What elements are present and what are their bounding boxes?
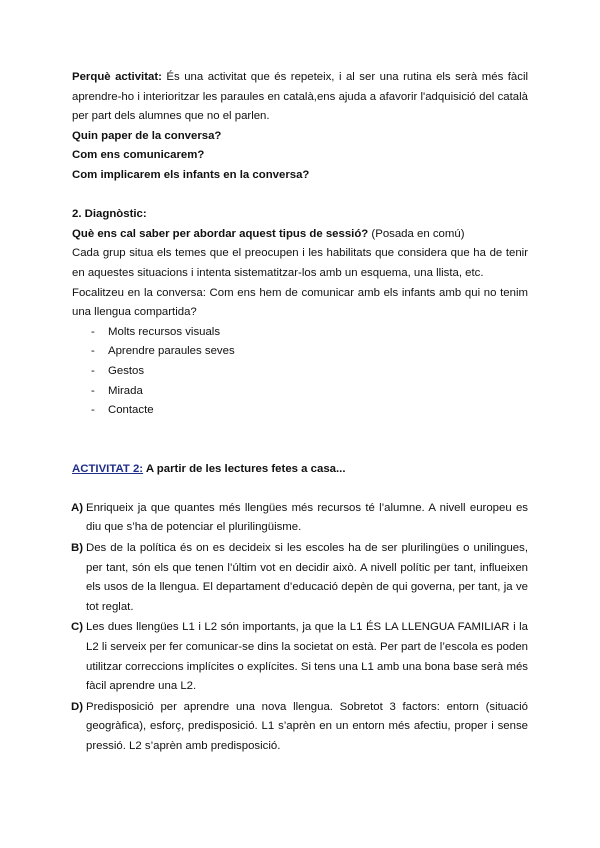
list-item-text: Gestos: [108, 364, 145, 377]
list-item: [72, 323, 528, 343]
answer-text: Les dues llengües L1 i L2 són importants, ja que la L1 ÉS LA LLENGUA FAMILIAR i la L2 li serveix per fer comunicar-se dins la societat on està. Per part de l’escola es poden utilitzar correccions implícites o explícites. Si tens una L1 amb una bona base serà més fàcil aprendre una L2.: [86, 621, 528, 693]
dash-marker: -: [91, 404, 95, 417]
list-item-text: Molts recursos visuals: [108, 325, 221, 338]
question-3: Com implicarem els infants en la conversa?: [72, 168, 310, 181]
list-item-text: Contacte: [108, 404, 154, 417]
answer-label: D): [71, 700, 84, 713]
activity-title: A partir de les lectures fetes a casa...: [143, 462, 346, 475]
activity-label: ACTIVITAT 2:: [72, 462, 144, 475]
list-item-text: Mirada: [108, 384, 143, 397]
answer-c: [72, 618, 528, 696]
list-item: [72, 401, 528, 421]
answer-b: [72, 539, 528, 617]
list-item: [72, 382, 528, 402]
answer-text: Enriqueix ja que quantes més llengües més recursos té l’alumne. A nivell europeu es diu que s’ha de potenciar el plurilingüisme.: [86, 501, 528, 534]
list-item-text: Aprendre paraules seves: [108, 345, 235, 358]
activity-heading: [72, 460, 528, 480]
answer-a: [72, 499, 528, 538]
intro-lead: Perquè activitat:: [72, 71, 162, 83]
resources-list: [72, 323, 528, 421]
question-1: Quin paper de la conversa?: [72, 129, 222, 142]
dash-marker: -: [91, 345, 95, 358]
answer-label: A): [71, 501, 84, 514]
answer-text: Predisposició per aprendre una nova llengua. Sobretot 3 factors: entorn (situació geogràfica), esforç, predisposició. L1 s’aprèn en un entorn més afectiu, proper i sense pressió. L2 s’aprèn amb predisposició.: [86, 700, 528, 752]
diagnostic-question-note: (Posada en comú): [368, 227, 465, 240]
list-item: [72, 362, 528, 382]
dash-marker: -: [91, 384, 95, 397]
diagnostic-question: [72, 225, 528, 245]
diagnostic-question-text: Què ens cal saber per abordar aquest tipus de sessió?: [72, 227, 369, 240]
intro-text: És una activitat que és repeteix, i al ser una rutina els serà més fàcil aprendre-ho i interioritzar les paraules en català,ens ajuda a afavorir l'adquisició del català per part dels alumnes que no el parlen.: [72, 71, 529, 123]
question-2: Com ens comunicarem?: [72, 149, 205, 162]
list-item: [72, 342, 528, 362]
dash-marker: -: [91, 364, 95, 377]
diagnostic-paragraph-2: Focalitzeu en la conversa: Com ens hem de comunicar amb els infants amb qui no tenim una llengua compartida?: [72, 286, 528, 319]
answer-label: B): [71, 542, 84, 555]
answer-text: Des de la política és on es decideix si les escoles ha de ser plurilingües o unilingues, per tant, són els que tenen l’últim vot en decidir això. A nivell polític per tant, influeixen els usos de la llengua. El departament d’educació depèn de qui governa, per tant, ja ve tot reglat.: [86, 542, 528, 613]
document-page: [72, 68, 528, 758]
section-heading-diagnostic: 2. Diagnòstic:: [72, 208, 147, 221]
answers-list: [72, 499, 528, 757]
intro-paragraph: [72, 68, 528, 127]
answer-label: C): [71, 621, 84, 634]
diagnostic-paragraph-1: Cada grup situa els temes que el preocupen i les habilitats que considera que ha de tenir en aquestes situacions i intenta sistematitzar-los amb un esquema, una llista, etc.: [72, 247, 528, 279]
dash-marker: -: [91, 325, 95, 338]
answer-d: [72, 698, 528, 757]
